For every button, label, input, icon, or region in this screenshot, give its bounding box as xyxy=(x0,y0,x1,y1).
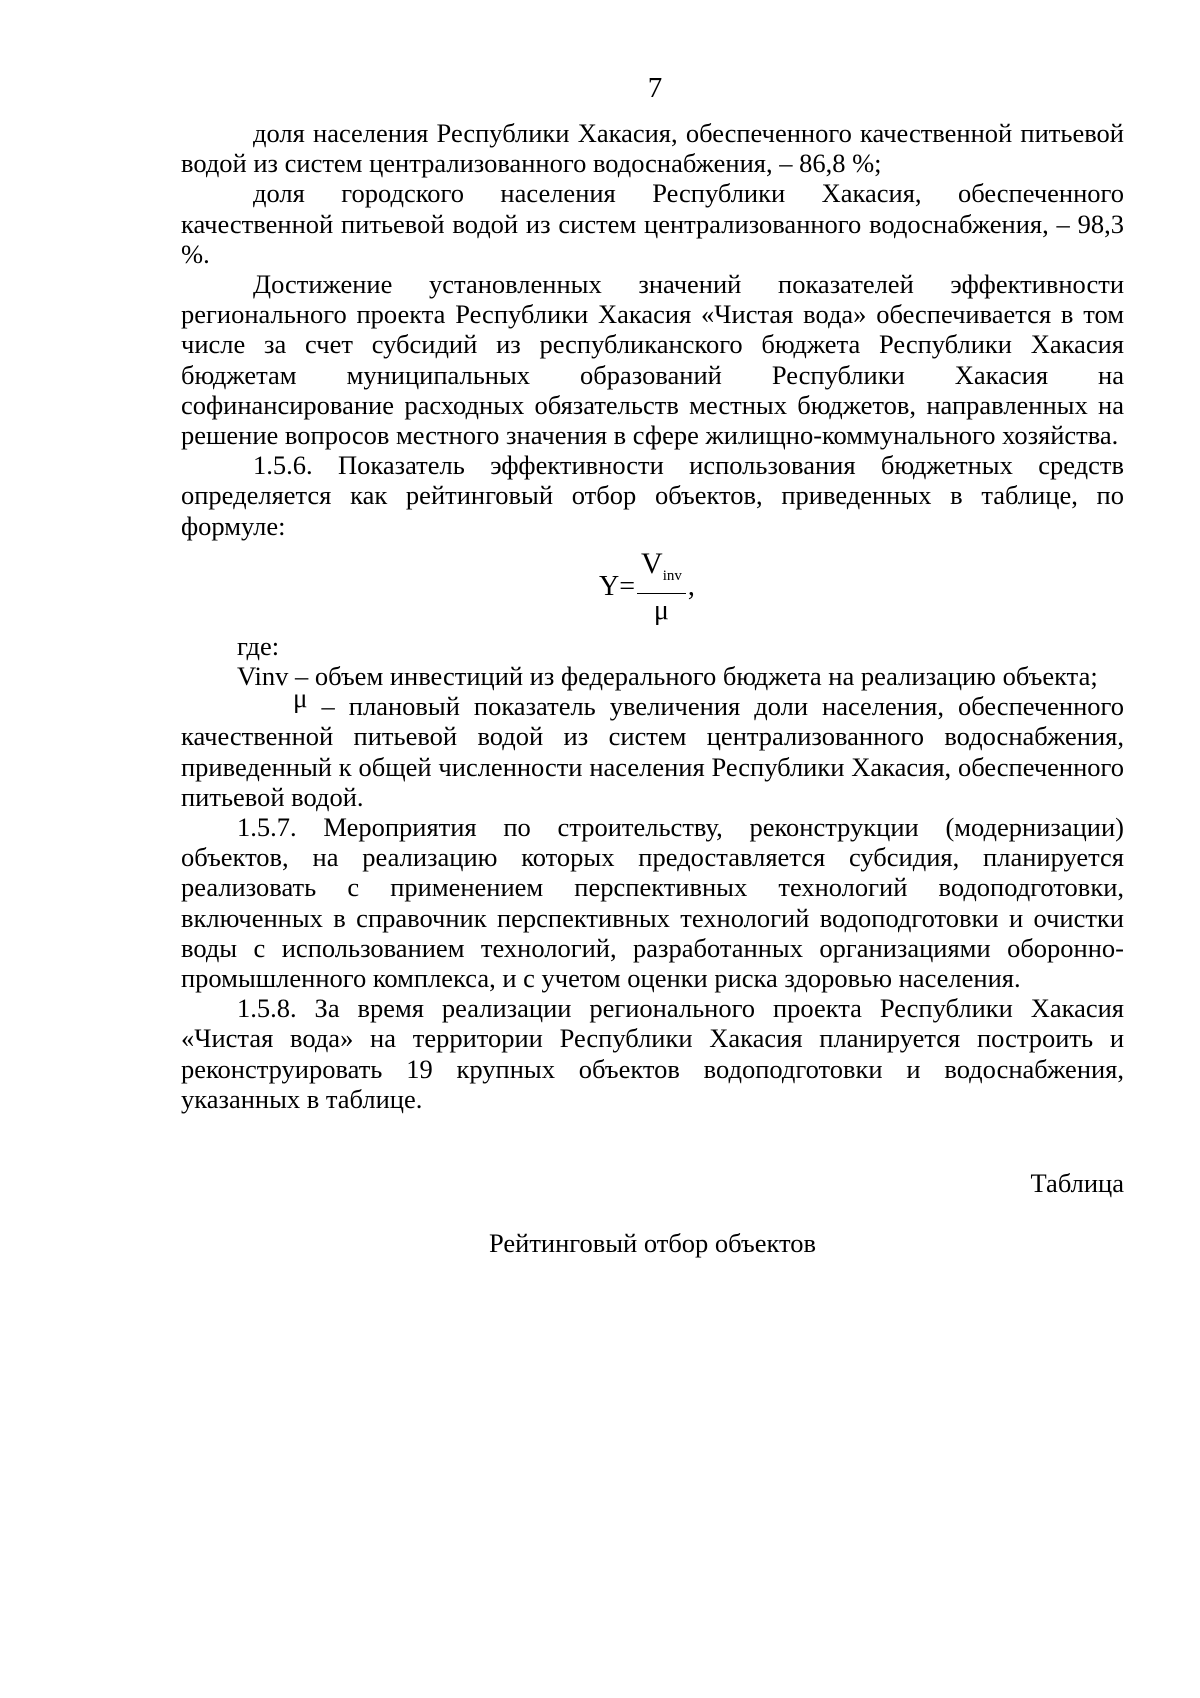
formula-block xyxy=(181,541,1124,625)
formula-denominator: μ xyxy=(653,594,669,626)
mu-symbol: μ xyxy=(293,683,308,714)
formula-numerator xyxy=(637,547,686,594)
definition-mu-text: – плановый показатель увеличения доли населения, обеспеченного качественной питьевой водой из систем централизованного водоснабжения, приведенный к общей численности населения Республики Хакасия, обеспеченного питьевой водой. xyxy=(181,691,1125,812)
formula xyxy=(599,547,695,628)
formula-numerator-main: V xyxy=(641,546,663,580)
page-number: 7 xyxy=(647,72,663,104)
paragraph-water-share-total: доля населения Республики Хакасия, обеспеченного качественной питьевой водой из систем централизованного водоснабжения, – 86,8 %; xyxy=(181,118,1124,179)
table-title: Рейтинговый отбор объектов xyxy=(488,1228,816,1258)
where-label: где: xyxy=(237,630,280,661)
definition-vinv: Vinv – объем инвестиций из федерального бюджета на реализацию объекта; xyxy=(237,661,1098,692)
document-body xyxy=(181,118,1124,1114)
formula-comma: , xyxy=(687,571,695,603)
formula-fraction xyxy=(637,547,686,628)
formula-numerator-sub: inv xyxy=(662,567,682,584)
definition-mu xyxy=(181,683,1125,812)
paragraph-water-share-urban: доля городского населения Республики Хакасия, обеспеченного качественной питьевой водой из систем централизованного водоснабжения, – 98,3 %. xyxy=(181,178,1124,269)
paragraph-1-5-8: 1.5.8. За время реализации регионального проекта Республики Хакасия «Чистая вода» на территории Республики Хакасия планируется построить и реконструировать 19 крупных объектов водоподготовки и водоснабжения, указанных в таблице. xyxy=(181,993,1124,1114)
table-caption: Таблица xyxy=(1030,1168,1124,1198)
paragraph-1-5-7: 1.5.7. Мероприятия по строительству, реконструкции (модернизации) объектов, на реализацию которых предоставляется субсидия, планируется реализовать с применением перспективных технологий водоподготовки, включенных в справочник перспективных технологий водоподготовки и очистки воды с использованием технологий, разработанных организациями оборонно-промышленного комплекса, и с учетом оценки риска здоровью населения. xyxy=(181,812,1124,994)
formula-lhs: Y= xyxy=(599,571,636,603)
paragraph-achievement: Достижение установленных значений показателей эффективности регионального проекта Республики Хакасия «Чистая вода» обеспечивается в том числе за счет субсидий из республиканского бюджета Республики Хакасия бюджетам муниципальных образований Республики Хакасия на софинансирование расходных обязательств местных бюджетов, направленных на решение вопросов местного значения в сфере жилищно-коммунального хозяйства. xyxy=(181,269,1124,451)
paragraph-1-5-6: 1.5.6. Показатель эффективности использования бюджетных средств определяется как рейтинговый отбор объектов, приведенных в таблице, по формуле: xyxy=(181,450,1124,541)
